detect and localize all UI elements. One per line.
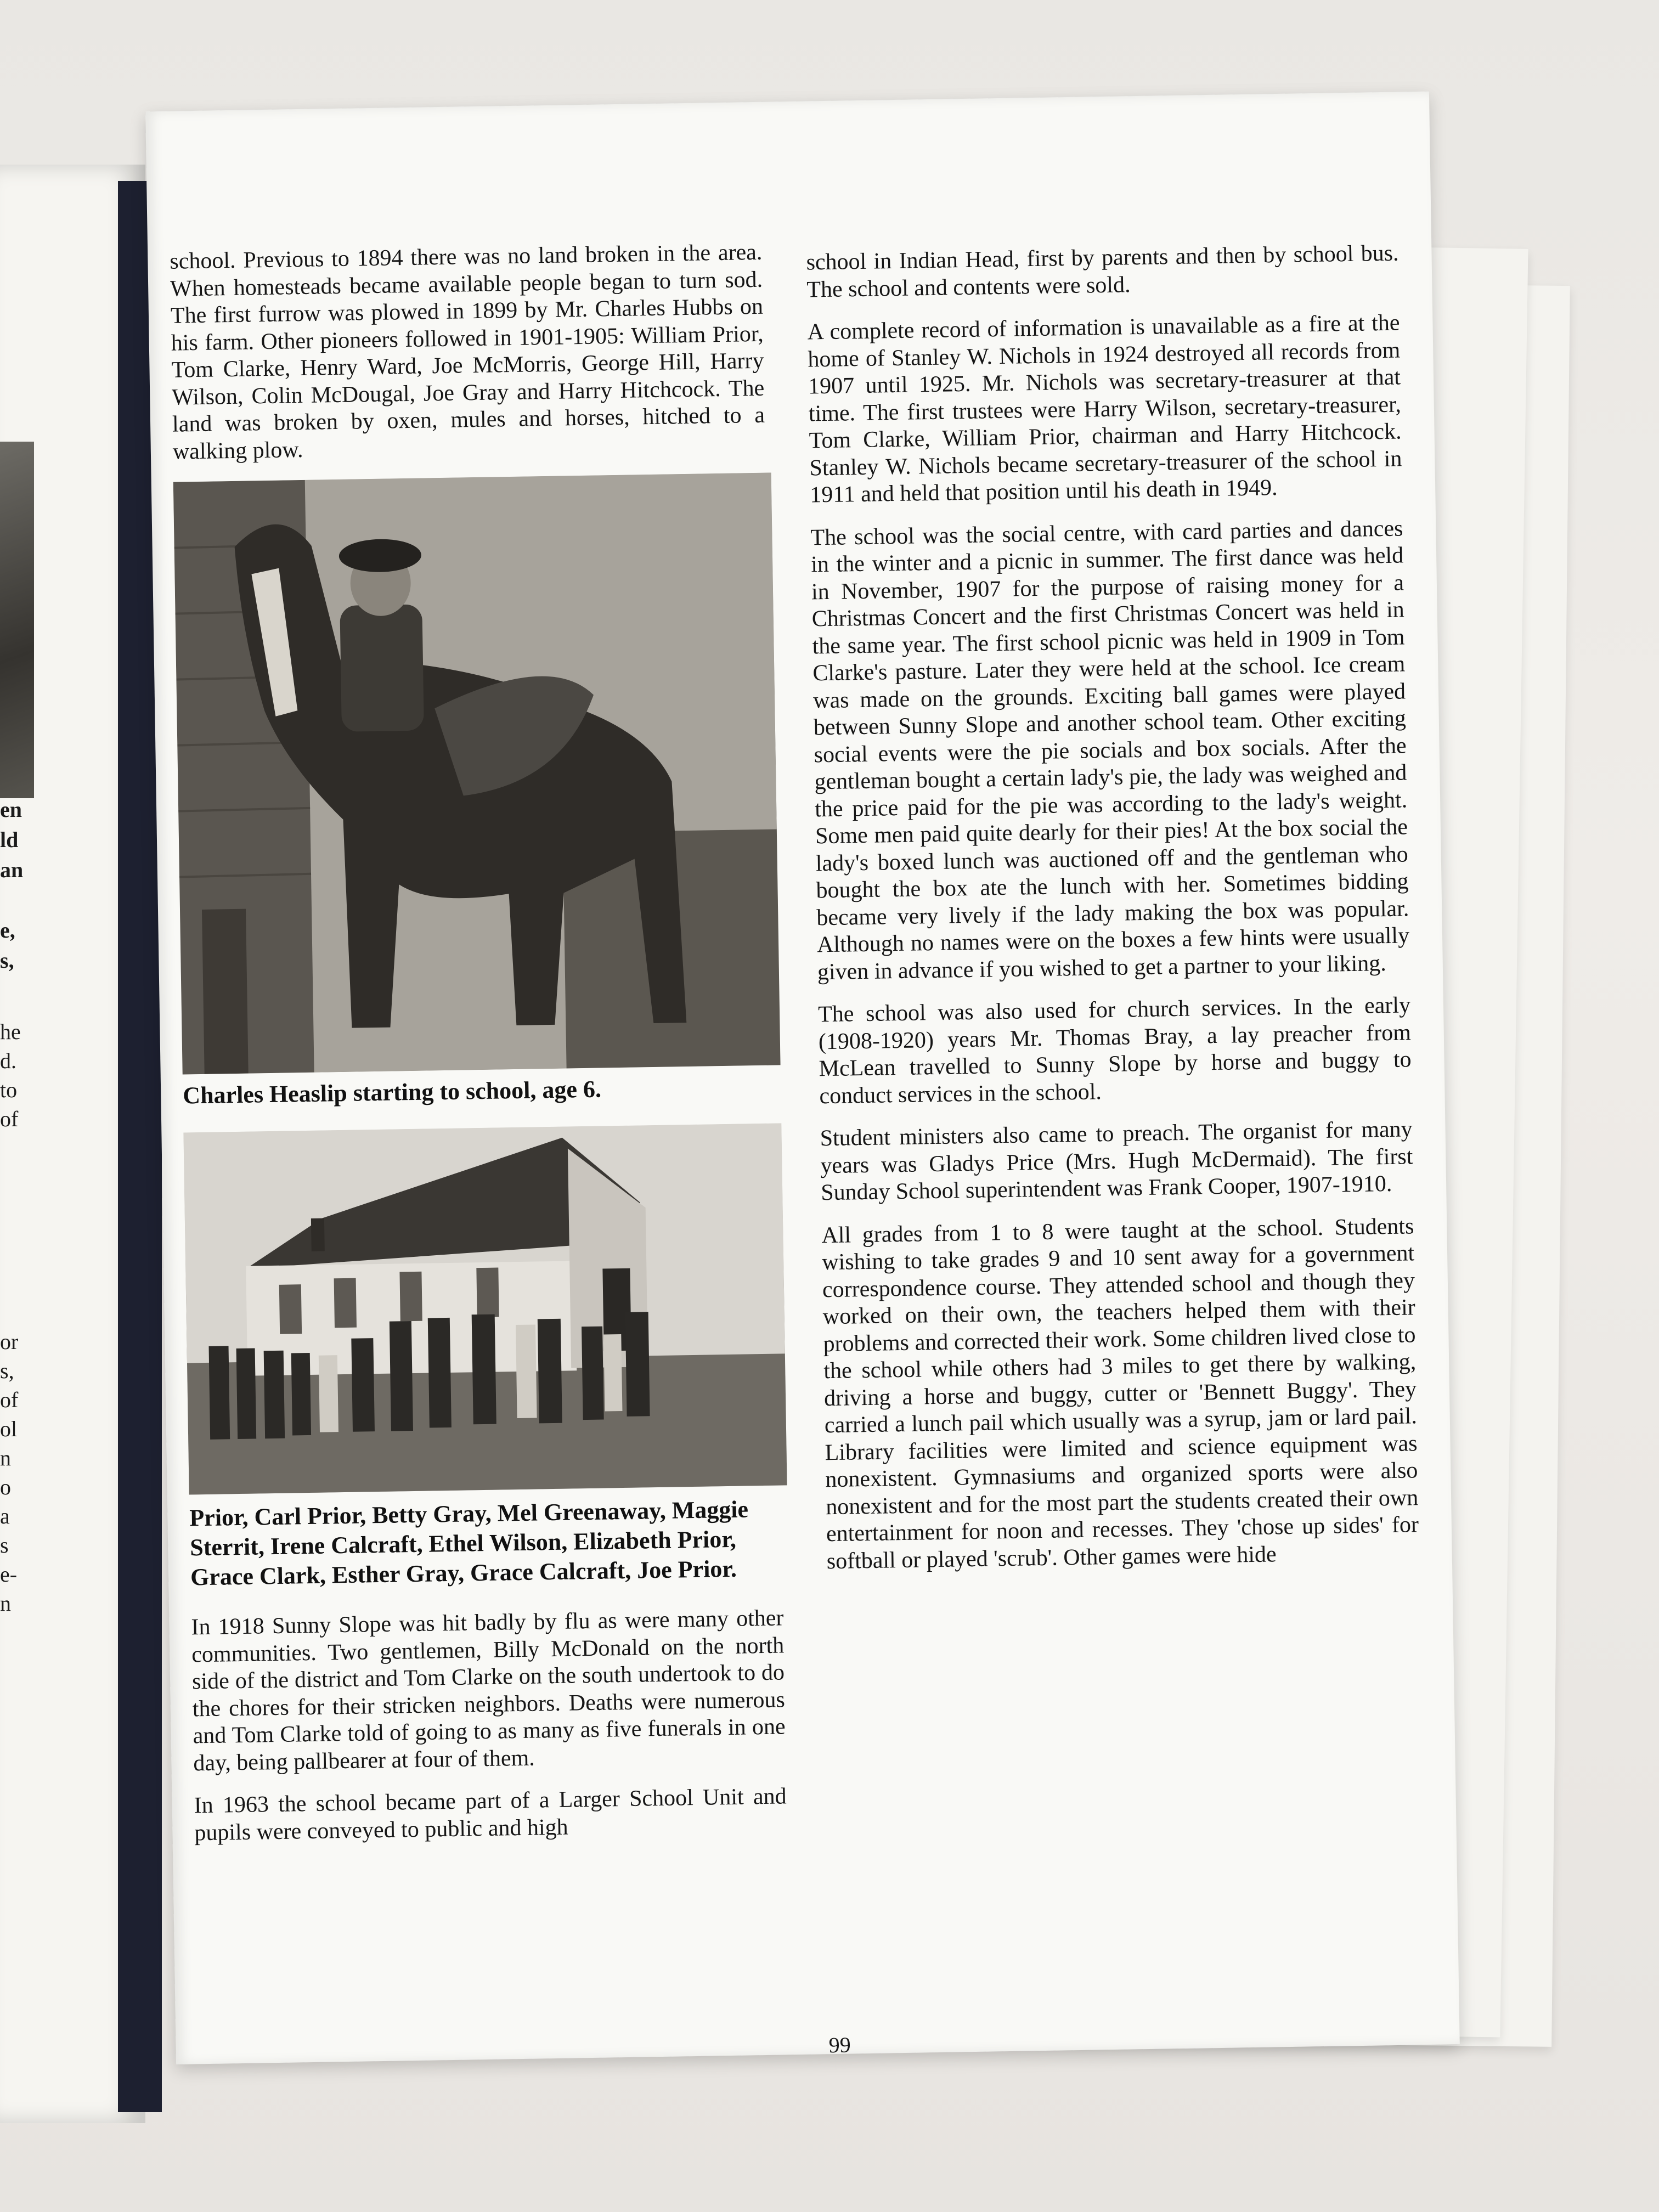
left-page-text: or xyxy=(0,1329,19,1354)
left-page-photo xyxy=(0,442,34,798)
left-page-text: of xyxy=(0,1107,19,1131)
paragraph: A complete record of information is unavailable as a fire at the home of Stanley W. Nichols in 1924 destroyed all records from 1907 until 1925. Mr. Nichols was secretary-treasurer at that time. The first trustees were Harry Wilson, secretary-treasurer, Tom Clarke, William Prior, chairman and Harry Hitchcock. Stanley W. Nichols became secretary-treasurer of the school in 1911 and held that position until his death in 1949. xyxy=(807,310,1402,508)
left-page-text: ol xyxy=(0,1417,18,1441)
left-page-text: d. xyxy=(0,1048,16,1073)
horse-photo-illustration xyxy=(173,473,781,1075)
photo-caption: Prior, Carl Prior, Betty Gray, Mel Greenaway, Maggie Sterrit, Irene Calcraft, Ethel Wilson, Elizabeth Prior, Grace Clark, Esther Gray, Grace Calcraft, Joe Prior. xyxy=(189,1496,749,1591)
left-page-text: an xyxy=(0,857,24,882)
paragraph: school. Previous to 1894 there was no land broken in the area. When homesteads became available people began to turn sod. The first furrow was plowed in 1899 by Mr. Charles Hubbs on his farm. Other pioneers followed in 1901-1905: William Prior, Tom Clarke, Henry Ward, Joe McMorris, George Hill, Harry Wilson, Colin McDougal, Joe Gray and Harry Hitchcock. The land was broken by oxen, mules and horses, hitched to a walking plow. xyxy=(170,239,765,465)
left-page-text: he xyxy=(0,1019,21,1044)
left-page-text: a xyxy=(0,1504,10,1528)
book-page xyxy=(145,92,1460,2064)
left-page-text: of xyxy=(0,1387,19,1412)
left-page-text: to xyxy=(0,1077,18,1102)
photo-caption: Charles Heaslip starting to school, age 6. xyxy=(182,1075,602,1109)
paragraph: The school was the social centre, with card parties and dances in the winter and a picnic in summer. The first dance was held in November, 1907 for the purpose of raising money for a Christmas Concert and the first Christmas Concert was held in the same year. The first school picnic was held in 1909 in Tom Clarke's pasture. Later they were held at the school. Ice cream was made on the grounds. Exciting ball games were played between Sunny Slope and another school team. Other exciting social events were the pie socials and box socials. After the gentleman bought a certain lady's pie, the lady was weighed and the price paid for the pie was according to the lady's weight. Some men paid quite dearly for their pies! At the box social the lady's boxed lunch was auctioned off and the gentleman who bought the box ate the lunch with her. Sometimes bidding became very lively if the lady making the box was popular. Although no names were on the boxes a few hints were usually given in advance if you wished to get a partner to your liking. xyxy=(810,515,1410,985)
left-page-text: s, xyxy=(0,1358,14,1383)
left-column xyxy=(167,102,787,1847)
left-page-text: n xyxy=(0,1591,11,1616)
paragraph: school in Indian Head, first by parents and then by school bus. The school and contents were sold. xyxy=(806,240,1399,302)
paragraph: In 1918 Sunny Slope was hit badly by flu as were many other communities. Two gentlemen, Billy McDonald on the north side of the district and Tom Clarke on the south undertook to do the chores for their stricken neighbors. Deaths were numerous and Tom Clarke told of going to as many as five funerals in one day, being pallbearer at four of them. xyxy=(191,1605,786,1776)
left-page-text: s xyxy=(0,1533,9,1558)
left-page-text: o xyxy=(0,1475,11,1499)
page-number: 99 xyxy=(828,2032,851,2058)
left-page-text: ld xyxy=(0,827,19,852)
left-page-text: en xyxy=(0,797,22,822)
photo-boy-on-horse xyxy=(173,473,781,1075)
right-column xyxy=(804,92,1419,1576)
schoolhouse-photo-illustration xyxy=(183,1123,787,1494)
left-page-text: s, xyxy=(0,948,14,973)
paragraph: Student ministers also came to preach. The organist for many years was Gladys Price (Mrs. Hugh McDermaid). The first Sunday School superintendent was Frank Cooper, 1907-1910. xyxy=(820,1116,1413,1206)
left-page-text: e- xyxy=(0,1562,18,1587)
paragraph: The school was also used for church services. In the early (1908-1920) years Mr. Thomas Bray, a lay preacher from McLean travelled to Sunny Slope by horse and buggy to conduct services in the school. xyxy=(817,992,1412,1109)
photo-school-children xyxy=(183,1123,787,1494)
paragraph: In 1963 the school became part of a Larger School Unit and pupils were conveyed to public and high xyxy=(194,1784,787,1846)
left-page-text: e, xyxy=(0,918,15,943)
paragraph: All grades from 1 to 8 were taught at the school. Students wishing to take grades 9 and 10 sent away for a government correspondence course. They attended school and though they worked on their own, the teachers helped them with their problems and corrected their work. Some children lived close to the school while others had 3 miles to get there by walking, driving a horse and buggy, cutter or 'Bennett Buggy'. They carried a lunch pail which usually was a syrup, jam or lard pail. Library facilities were limited and science equipment was nonexistent. Gymnasiums and organized sports were also nonexistent and for the most part the students created their own entertainment for noon and recesses. They 'chose up sides' for softball or played 'scrub'. Other games were hide xyxy=(821,1213,1419,1574)
left-page-text: n xyxy=(0,1446,11,1470)
